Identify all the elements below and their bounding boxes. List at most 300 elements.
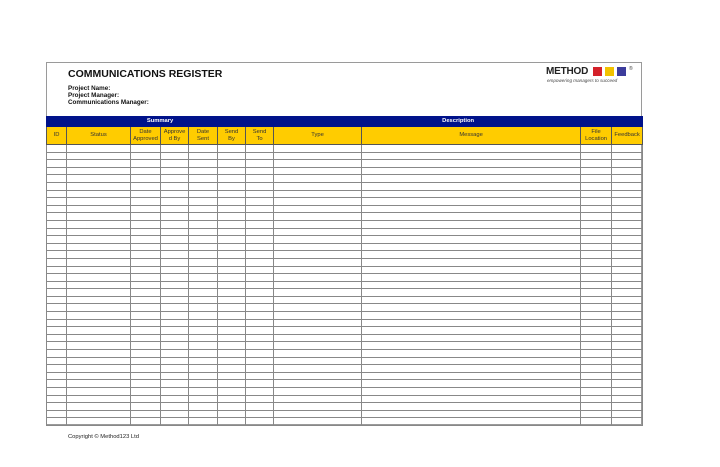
cell-send-to[interactable]: [246, 372, 274, 380]
cell-feedback[interactable]: [612, 182, 643, 190]
cell-message[interactable]: [362, 152, 581, 160]
cell-approved-by[interactable]: [161, 258, 189, 266]
cell-message[interactable]: [362, 243, 581, 251]
cell-status[interactable]: [67, 395, 131, 403]
cell-status[interactable]: [67, 418, 131, 426]
cell-date-approved[interactable]: [131, 251, 161, 259]
cell-type[interactable]: [274, 357, 362, 365]
cell-approved-by[interactable]: [161, 403, 189, 411]
cell-date-approved[interactable]: [131, 182, 161, 190]
cell-send-to[interactable]: [246, 145, 274, 153]
cell-send-by[interactable]: [218, 266, 246, 274]
cell-date-approved[interactable]: [131, 228, 161, 236]
cell-approved-by[interactable]: [161, 388, 189, 396]
cell-approved-by[interactable]: [161, 167, 189, 175]
cell-date-sent[interactable]: [189, 334, 218, 342]
cell-date-sent[interactable]: [189, 304, 218, 312]
cell-status[interactable]: [67, 296, 131, 304]
cell-approved-by[interactable]: [161, 152, 189, 160]
cell-type[interactable]: [274, 395, 362, 403]
cell-file-location[interactable]: [581, 410, 612, 418]
cell-approved-by[interactable]: [161, 357, 189, 365]
cell-type[interactable]: [274, 213, 362, 221]
cell-type[interactable]: [274, 205, 362, 213]
cell-date-sent[interactable]: [189, 258, 218, 266]
cell-status[interactable]: [67, 319, 131, 327]
cell-send-to[interactable]: [246, 296, 274, 304]
cell-send-to[interactable]: [246, 182, 274, 190]
cell-date-sent[interactable]: [189, 350, 218, 358]
cell-date-approved[interactable]: [131, 258, 161, 266]
cell-approved-by[interactable]: [161, 319, 189, 327]
cell-message[interactable]: [362, 167, 581, 175]
cell-message[interactable]: [362, 304, 581, 312]
cell-feedback[interactable]: [612, 327, 643, 335]
cell-approved-by[interactable]: [161, 296, 189, 304]
cell-send-to[interactable]: [246, 289, 274, 297]
cell-send-by[interactable]: [218, 342, 246, 350]
cell-type[interactable]: [274, 403, 362, 411]
cell-send-to[interactable]: [246, 251, 274, 259]
cell-file-location[interactable]: [581, 357, 612, 365]
cell-status[interactable]: [67, 220, 131, 228]
cell-date-approved[interactable]: [131, 198, 161, 206]
cell-type[interactable]: [274, 342, 362, 350]
cell-approved-by[interactable]: [161, 410, 189, 418]
cell-feedback[interactable]: [612, 213, 643, 221]
cell-date-sent[interactable]: [189, 251, 218, 259]
cell-message[interactable]: [362, 357, 581, 365]
cell-approved-by[interactable]: [161, 236, 189, 244]
cell-status[interactable]: [67, 228, 131, 236]
cell-date-approved[interactable]: [131, 213, 161, 221]
cell-date-approved[interactable]: [131, 175, 161, 183]
cell-feedback[interactable]: [612, 243, 643, 251]
cell-date-approved[interactable]: [131, 319, 161, 327]
cell-file-location[interactable]: [581, 274, 612, 282]
cell-file-location[interactable]: [581, 403, 612, 411]
cell-file-location[interactable]: [581, 175, 612, 183]
cell-feedback[interactable]: [612, 296, 643, 304]
cell-type[interactable]: [274, 304, 362, 312]
cell-send-by[interactable]: [218, 228, 246, 236]
cell-send-to[interactable]: [246, 258, 274, 266]
cell-date-sent[interactable]: [189, 312, 218, 320]
cell-approved-by[interactable]: [161, 213, 189, 221]
cell-feedback[interactable]: [612, 403, 643, 411]
cell-approved-by[interactable]: [161, 145, 189, 153]
cell-status[interactable]: [67, 388, 131, 396]
cell-feedback[interactable]: [612, 167, 643, 175]
cell-feedback[interactable]: [612, 198, 643, 206]
cell-type[interactable]: [274, 418, 362, 426]
cell-feedback[interactable]: [612, 312, 643, 320]
cell-send-to[interactable]: [246, 152, 274, 160]
cell-type[interactable]: [274, 365, 362, 373]
cell-type[interactable]: [274, 274, 362, 282]
cell-status[interactable]: [67, 236, 131, 244]
cell-feedback[interactable]: [612, 228, 643, 236]
cell-date-sent[interactable]: [189, 175, 218, 183]
cell-id[interactable]: [47, 327, 67, 335]
cell-date-sent[interactable]: [189, 327, 218, 335]
cell-message[interactable]: [362, 160, 581, 168]
cell-date-sent[interactable]: [189, 388, 218, 396]
cell-approved-by[interactable]: [161, 372, 189, 380]
cell-date-approved[interactable]: [131, 327, 161, 335]
cell-date-sent[interactable]: [189, 198, 218, 206]
cell-message[interactable]: [362, 372, 581, 380]
cell-send-to[interactable]: [246, 357, 274, 365]
cell-send-by[interactable]: [218, 395, 246, 403]
cell-send-by[interactable]: [218, 198, 246, 206]
cell-date-approved[interactable]: [131, 145, 161, 153]
cell-send-to[interactable]: [246, 243, 274, 251]
cell-date-sent[interactable]: [189, 403, 218, 411]
cell-approved-by[interactable]: [161, 198, 189, 206]
cell-date-approved[interactable]: [131, 403, 161, 411]
cell-date-sent[interactable]: [189, 182, 218, 190]
cell-send-to[interactable]: [246, 175, 274, 183]
cell-send-to[interactable]: [246, 167, 274, 175]
cell-message[interactable]: [362, 350, 581, 358]
cell-feedback[interactable]: [612, 372, 643, 380]
cell-status[interactable]: [67, 198, 131, 206]
cell-id[interactable]: [47, 312, 67, 320]
cell-date-approved[interactable]: [131, 410, 161, 418]
cell-message[interactable]: [362, 213, 581, 221]
cell-id[interactable]: [47, 274, 67, 282]
cell-message[interactable]: [362, 190, 581, 198]
cell-date-approved[interactable]: [131, 372, 161, 380]
cell-approved-by[interactable]: [161, 205, 189, 213]
cell-send-to[interactable]: [246, 198, 274, 206]
cell-type[interactable]: [274, 190, 362, 198]
cell-id[interactable]: [47, 372, 67, 380]
cell-type[interactable]: [274, 160, 362, 168]
cell-date-approved[interactable]: [131, 312, 161, 320]
cell-date-approved[interactable]: [131, 395, 161, 403]
cell-status[interactable]: [67, 289, 131, 297]
cell-file-location[interactable]: [581, 319, 612, 327]
cell-file-location[interactable]: [581, 236, 612, 244]
cell-send-to[interactable]: [246, 319, 274, 327]
cell-message[interactable]: [362, 281, 581, 289]
cell-date-approved[interactable]: [131, 190, 161, 198]
cell-id[interactable]: [47, 182, 67, 190]
cell-send-to[interactable]: [246, 395, 274, 403]
cell-status[interactable]: [67, 258, 131, 266]
cell-date-sent[interactable]: [189, 342, 218, 350]
cell-type[interactable]: [274, 228, 362, 236]
cell-status[interactable]: [67, 160, 131, 168]
cell-send-by[interactable]: [218, 334, 246, 342]
cell-send-by[interactable]: [218, 327, 246, 335]
cell-file-location[interactable]: [581, 289, 612, 297]
cell-send-by[interactable]: [218, 205, 246, 213]
cell-message[interactable]: [362, 289, 581, 297]
cell-send-by[interactable]: [218, 236, 246, 244]
cell-approved-by[interactable]: [161, 274, 189, 282]
cell-type[interactable]: [274, 258, 362, 266]
cell-feedback[interactable]: [612, 357, 643, 365]
cell-status[interactable]: [67, 350, 131, 358]
cell-id[interactable]: [47, 395, 67, 403]
cell-message[interactable]: [362, 182, 581, 190]
cell-file-location[interactable]: [581, 243, 612, 251]
cell-feedback[interactable]: [612, 319, 643, 327]
cell-message[interactable]: [362, 312, 581, 320]
cell-id[interactable]: [47, 167, 67, 175]
cell-type[interactable]: [274, 266, 362, 274]
cell-approved-by[interactable]: [161, 190, 189, 198]
cell-approved-by[interactable]: [161, 251, 189, 259]
cell-id[interactable]: [47, 266, 67, 274]
cell-send-by[interactable]: [218, 380, 246, 388]
cell-file-location[interactable]: [581, 296, 612, 304]
cell-status[interactable]: [67, 357, 131, 365]
cell-message[interactable]: [362, 296, 581, 304]
cell-send-to[interactable]: [246, 403, 274, 411]
cell-send-by[interactable]: [218, 152, 246, 160]
cell-date-approved[interactable]: [131, 289, 161, 297]
cell-status[interactable]: [67, 281, 131, 289]
cell-id[interactable]: [47, 205, 67, 213]
cell-type[interactable]: [274, 152, 362, 160]
cell-file-location[interactable]: [581, 281, 612, 289]
cell-file-location[interactable]: [581, 213, 612, 221]
cell-type[interactable]: [274, 198, 362, 206]
cell-status[interactable]: [67, 190, 131, 198]
cell-message[interactable]: [362, 266, 581, 274]
cell-status[interactable]: [67, 152, 131, 160]
cell-send-by[interactable]: [218, 281, 246, 289]
cell-date-sent[interactable]: [189, 296, 218, 304]
cell-type[interactable]: [274, 319, 362, 327]
cell-feedback[interactable]: [612, 418, 643, 426]
cell-type[interactable]: [274, 236, 362, 244]
cell-feedback[interactable]: [612, 388, 643, 396]
cell-type[interactable]: [274, 380, 362, 388]
cell-id[interactable]: [47, 236, 67, 244]
cell-file-location[interactable]: [581, 266, 612, 274]
cell-message[interactable]: [362, 205, 581, 213]
cell-feedback[interactable]: [612, 236, 643, 244]
cell-id[interactable]: [47, 160, 67, 168]
cell-message[interactable]: [362, 365, 581, 373]
cell-message[interactable]: [362, 319, 581, 327]
cell-status[interactable]: [67, 304, 131, 312]
cell-send-to[interactable]: [246, 312, 274, 320]
cell-message[interactable]: [362, 258, 581, 266]
cell-id[interactable]: [47, 418, 67, 426]
cell-message[interactable]: [362, 388, 581, 396]
cell-file-location[interactable]: [581, 372, 612, 380]
cell-feedback[interactable]: [612, 304, 643, 312]
cell-date-sent[interactable]: [189, 213, 218, 221]
cell-file-location[interactable]: [581, 395, 612, 403]
cell-id[interactable]: [47, 410, 67, 418]
cell-approved-by[interactable]: [161, 228, 189, 236]
cell-date-approved[interactable]: [131, 296, 161, 304]
cell-message[interactable]: [362, 175, 581, 183]
cell-id[interactable]: [47, 350, 67, 358]
cell-message[interactable]: [362, 274, 581, 282]
cell-approved-by[interactable]: [161, 350, 189, 358]
cell-date-approved[interactable]: [131, 220, 161, 228]
cell-send-by[interactable]: [218, 167, 246, 175]
cell-approved-by[interactable]: [161, 312, 189, 320]
cell-type[interactable]: [274, 175, 362, 183]
cell-id[interactable]: [47, 251, 67, 259]
cell-feedback[interactable]: [612, 266, 643, 274]
cell-date-sent[interactable]: [189, 410, 218, 418]
cell-id[interactable]: [47, 198, 67, 206]
cell-feedback[interactable]: [612, 380, 643, 388]
cell-send-to[interactable]: [246, 380, 274, 388]
cell-send-by[interactable]: [218, 296, 246, 304]
cell-send-by[interactable]: [218, 289, 246, 297]
cell-status[interactable]: [67, 251, 131, 259]
cell-date-approved[interactable]: [131, 266, 161, 274]
cell-date-approved[interactable]: [131, 342, 161, 350]
cell-date-sent[interactable]: [189, 365, 218, 373]
cell-status[interactable]: [67, 312, 131, 320]
cell-file-location[interactable]: [581, 380, 612, 388]
cell-id[interactable]: [47, 175, 67, 183]
cell-date-sent[interactable]: [189, 357, 218, 365]
cell-send-by[interactable]: [218, 319, 246, 327]
cell-file-location[interactable]: [581, 205, 612, 213]
cell-date-sent[interactable]: [189, 236, 218, 244]
cell-id[interactable]: [47, 304, 67, 312]
cell-type[interactable]: [274, 350, 362, 358]
cell-id[interactable]: [47, 152, 67, 160]
cell-date-approved[interactable]: [131, 388, 161, 396]
cell-approved-by[interactable]: [161, 220, 189, 228]
cell-send-by[interactable]: [218, 251, 246, 259]
cell-date-approved[interactable]: [131, 304, 161, 312]
cell-file-location[interactable]: [581, 327, 612, 335]
cell-approved-by[interactable]: [161, 418, 189, 426]
cell-status[interactable]: [67, 213, 131, 221]
cell-send-by[interactable]: [218, 350, 246, 358]
cell-type[interactable]: [274, 372, 362, 380]
cell-message[interactable]: [362, 410, 581, 418]
cell-send-by[interactable]: [218, 182, 246, 190]
cell-file-location[interactable]: [581, 342, 612, 350]
cell-message[interactable]: [362, 251, 581, 259]
cell-feedback[interactable]: [612, 205, 643, 213]
cell-send-to[interactable]: [246, 304, 274, 312]
cell-send-to[interactable]: [246, 334, 274, 342]
cell-feedback[interactable]: [612, 258, 643, 266]
cell-date-approved[interactable]: [131, 380, 161, 388]
cell-date-approved[interactable]: [131, 418, 161, 426]
cell-id[interactable]: [47, 342, 67, 350]
cell-approved-by[interactable]: [161, 289, 189, 297]
cell-feedback[interactable]: [612, 145, 643, 153]
cell-send-by[interactable]: [218, 388, 246, 396]
cell-status[interactable]: [67, 145, 131, 153]
cell-feedback[interactable]: [612, 220, 643, 228]
cell-send-by[interactable]: [218, 372, 246, 380]
cell-send-by[interactable]: [218, 357, 246, 365]
cell-feedback[interactable]: [612, 251, 643, 259]
cell-type[interactable]: [274, 327, 362, 335]
cell-send-by[interactable]: [218, 175, 246, 183]
cell-send-to[interactable]: [246, 274, 274, 282]
cell-approved-by[interactable]: [161, 342, 189, 350]
cell-status[interactable]: [67, 243, 131, 251]
cell-id[interactable]: [47, 243, 67, 251]
cell-feedback[interactable]: [612, 395, 643, 403]
cell-send-to[interactable]: [246, 410, 274, 418]
cell-file-location[interactable]: [581, 350, 612, 358]
cell-file-location[interactable]: [581, 182, 612, 190]
cell-date-approved[interactable]: [131, 274, 161, 282]
cell-message[interactable]: [362, 342, 581, 350]
cell-type[interactable]: [274, 410, 362, 418]
cell-send-to[interactable]: [246, 236, 274, 244]
cell-message[interactable]: [362, 395, 581, 403]
cell-send-by[interactable]: [218, 220, 246, 228]
cell-message[interactable]: [362, 228, 581, 236]
cell-file-location[interactable]: [581, 167, 612, 175]
cell-file-location[interactable]: [581, 334, 612, 342]
cell-send-to[interactable]: [246, 388, 274, 396]
cell-id[interactable]: [47, 281, 67, 289]
cell-send-by[interactable]: [218, 160, 246, 168]
cell-status[interactable]: [67, 266, 131, 274]
cell-file-location[interactable]: [581, 220, 612, 228]
cell-date-sent[interactable]: [189, 228, 218, 236]
cell-date-approved[interactable]: [131, 365, 161, 373]
cell-type[interactable]: [274, 167, 362, 175]
cell-status[interactable]: [67, 342, 131, 350]
cell-date-approved[interactable]: [131, 334, 161, 342]
cell-approved-by[interactable]: [161, 304, 189, 312]
cell-date-sent[interactable]: [189, 167, 218, 175]
cell-id[interactable]: [47, 365, 67, 373]
cell-type[interactable]: [274, 182, 362, 190]
cell-send-by[interactable]: [218, 190, 246, 198]
cell-send-to[interactable]: [246, 350, 274, 358]
cell-date-sent[interactable]: [189, 281, 218, 289]
cell-date-sent[interactable]: [189, 319, 218, 327]
cell-approved-by[interactable]: [161, 182, 189, 190]
cell-feedback[interactable]: [612, 160, 643, 168]
cell-send-to[interactable]: [246, 281, 274, 289]
cell-send-by[interactable]: [218, 418, 246, 426]
cell-type[interactable]: [274, 251, 362, 259]
cell-type[interactable]: [274, 145, 362, 153]
cell-send-to[interactable]: [246, 220, 274, 228]
cell-id[interactable]: [47, 289, 67, 297]
cell-type[interactable]: [274, 243, 362, 251]
cell-feedback[interactable]: [612, 289, 643, 297]
cell-date-approved[interactable]: [131, 243, 161, 251]
cell-feedback[interactable]: [612, 152, 643, 160]
cell-status[interactable]: [67, 205, 131, 213]
cell-send-by[interactable]: [218, 274, 246, 282]
cell-date-sent[interactable]: [189, 418, 218, 426]
cell-send-by[interactable]: [218, 213, 246, 221]
cell-date-approved[interactable]: [131, 160, 161, 168]
cell-id[interactable]: [47, 334, 67, 342]
cell-message[interactable]: [362, 145, 581, 153]
cell-send-to[interactable]: [246, 190, 274, 198]
